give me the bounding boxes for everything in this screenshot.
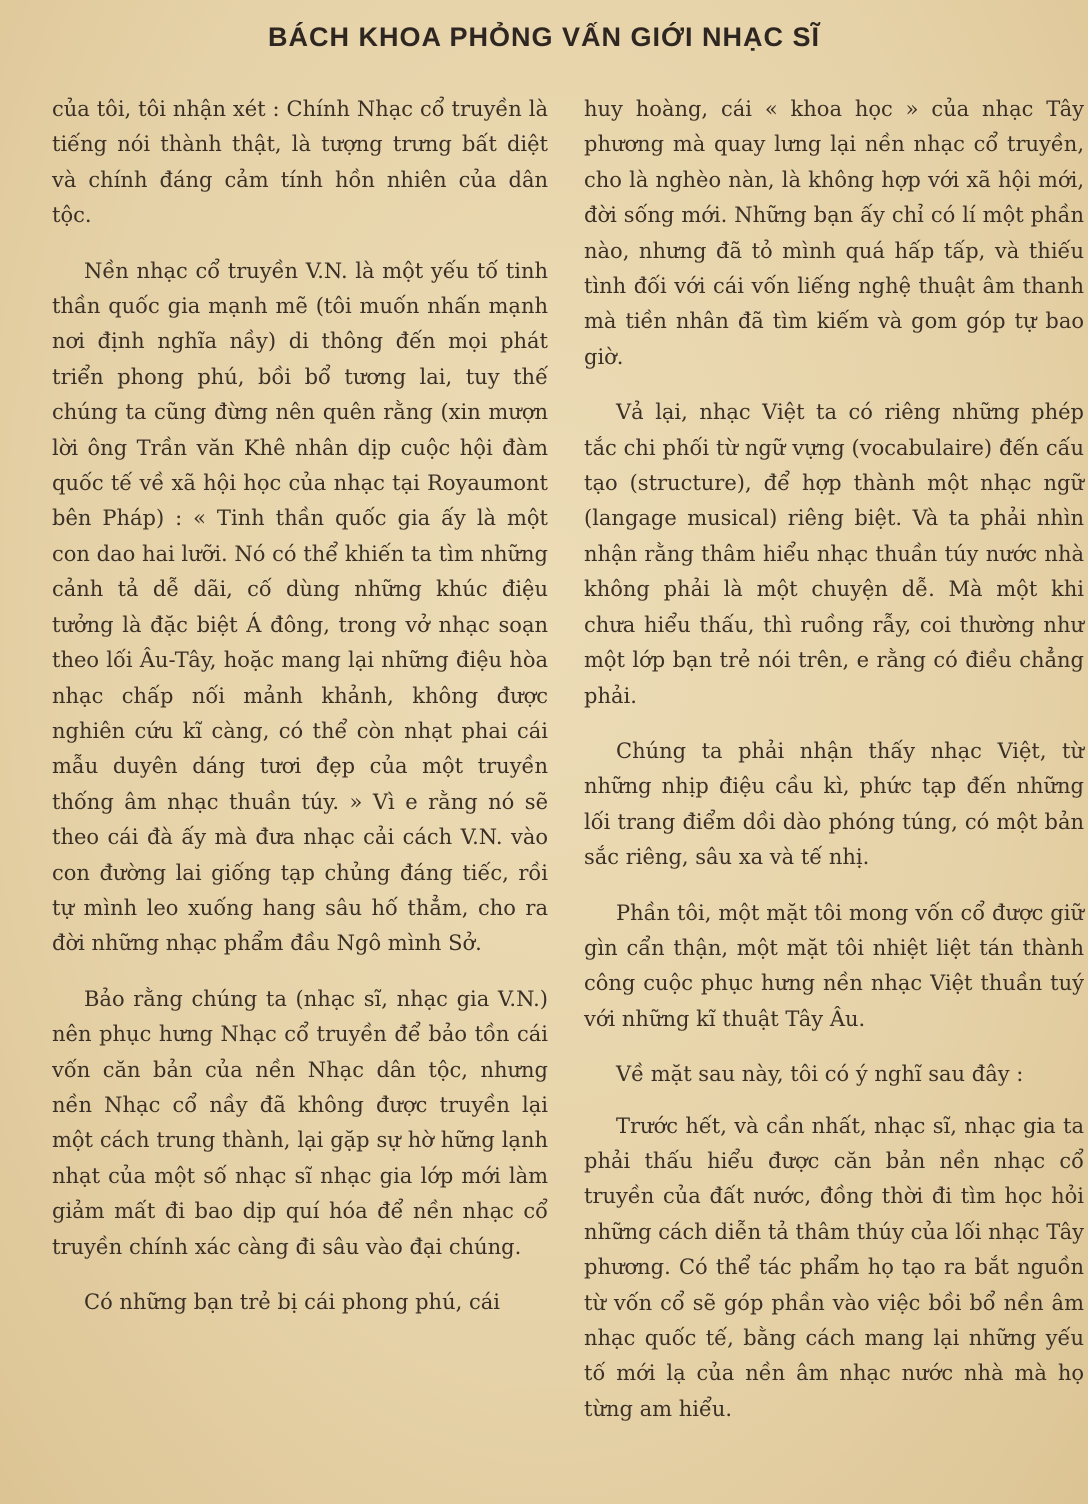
paragraph: Chúng ta phải nhận thấy nhạc Việt, từ những nhịp điệu cầu kì, phức tạp đến những lối trang điểm dồi dào phóng túng, có một bản sắc riêng, sâu xa và tế nhị. xyxy=(584,738,1084,870)
paragraph: Phần tôi, một mặt tôi mong vốn cổ được giữ gìn cẩn thận, một mặt tôi nhiệt liệt tán thành công cuộc phục hưng nền nhạc Việt thuần tuý với những kĩ thuật Tây Âu. xyxy=(584,900,1084,1031)
paragraph: Về mặt sau này, tôi có ý nghĩ sau đây : xyxy=(616,1062,1024,1087)
paragraph: huy hoàng, cái « khoa học » của nhạc Tây phương mà quay lưng lại nền nhạc cổ truyền, cho là nghèo nàn, là không hợp với xã hội mới, đời sống mới. Những bạn ấy chỉ có lí một phần nào, nhưng đã tỏ mình quá hấp tấp, và thiếu tình đối với cái vốn liếng nghệ thuật âm thanh mà tiền nhân đã tìm kiếm và gom góp tự bao giờ. xyxy=(584,97,1084,369)
running-header: BÁCH KHOA PHỎNG VẤN GIỚI NHẠC SĨ xyxy=(267,22,821,52)
paragraph: Bảo rằng chúng ta (nhạc sĩ, nhạc gia V.N.) nên phục hưng Nhạc cổ truyền để bảo tồn cái vốn căn bản của nền Nhạc dân tộc, nhưng nền Nhạc cổ nầy đã không được truyền lại một cách trung thành, lại gặp sự hờ hững lạnh nhạt của một số nhạc sĩ nhạc gia lớp mới làm giảm mất đi bao dịp quí hóa để nền nhạc cổ truyền chính xác càng đi sâu vào đại chúng. xyxy=(52,986,548,1259)
paragraph: Trước hết, và cần nhất, nhạc sĩ, nhạc gia ta phải thấu hiểu được căn bản nền nhạc cổ truyền của đất nước, đồng thời đi tìm học hỏi những cách diễn tả thâm thúy của lối nhạc Tây phương. Có thể tác phẩm họ tạo ra bắt nguồn từ vốn cổ sẽ góp phần vào việc bồi bổ nền âm nhạc quốc tế, bằng cách mang lại những yếu tố mới lạ của nền âm nhạc nước nhà mà họ từng am hiểu. xyxy=(584,1113,1084,1421)
paragraph: Có những bạn trẻ bị cái phong phú, cái xyxy=(84,1290,500,1314)
paragraph: của tôi, tôi nhận xét : Chính Nhạc cổ truyền là tiếng nói thành thật, là tượng trưng bất diệt và chính đáng cảm tính hồn nhiên của dân tộc. xyxy=(52,97,548,228)
left-column xyxy=(52,92,548,1340)
paragraph: Nền nhạc cổ truyền V.N. là một yếu tố tinh thần quốc gia mạnh mẽ (tôi muốn nhấn mạnh nơi định nghĩa nầy) di thông đến mọi phát triển phong phú, bồi bổ tương lai, tuy thế chúng ta cũng đừng nên quên rằng (xin mượn lời ông Trần văn Khê nhân dịp cuộc hội đàm quốc tế về xã hội học của nhạc tại Royaumont bên Pháp) : « Tinh thần quốc gia ấy là một con dao hai lưỡi. Nó có thể khiến ta tìm những cảnh tả dễ dãi, cố dùng những khúc điệu tưởng là đặc biệt Á đông, trong vở nhạc soạn theo lối Âu-Tây, hoặc mang lại những điệu hòa nhạc chấp nối mảnh khảnh, không được nghiên cứu kĩ càng, có thể còn nhạt phai cái mẫu duyên dáng tươi đẹp của một truyền thống âm nhạc thuần túy. » Vì e rằng nó sẽ theo cái đà ấy mà đưa nhạc cải cách V.N. vào con đường lai giống tạp chủng đáng tiếc, rồi tự mình leo xuống hang sâu hố thẳm, cho ra đời những nhạc phẩm đầu Ngô mình Sở. xyxy=(52,258,548,956)
right-column xyxy=(584,92,1084,1447)
paragraph: Vả lại, nhạc Việt ta có riêng những phép tắc chi phối từ ngữ vựng (vocabulaire) đến cấu tạo (structure), để hợp thành một nhạc ngữ (langage musical) riêng biệt. Và ta phải nhìn nhận rằng thâm hiểu nhạc thuần túy nước nhà không phải là một chuyện dễ. Mà một khi chưa hiểu thấu, thì ruồng rẫy, coi thường như một lớp bạn trẻ nói trên, e rằng có điều chẳng phải. xyxy=(584,400,1084,708)
